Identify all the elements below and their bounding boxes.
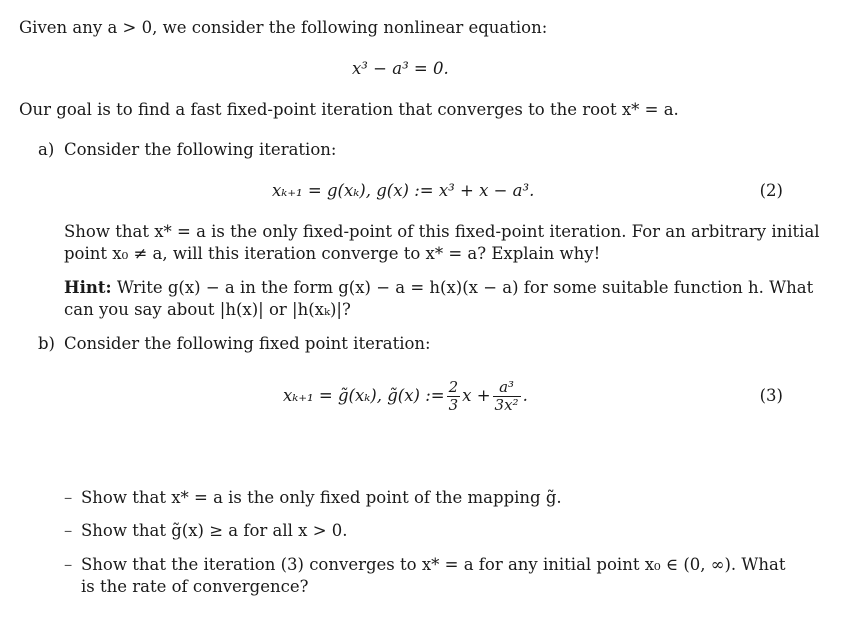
part-b-equation-left: xₖ₊₁ = g̃(xₖ), g̃(x) := — [283, 386, 445, 405]
equation-number-2: (2) — [759, 181, 783, 200]
hint-text: Write g(x) − a in the form g(x) − a = h(x)(x − a) for some suitable function h. What — [111, 278, 814, 297]
part-b-label: b) — [38, 334, 55, 353]
part-a-hint-line2: can you say about |h(x)| or |h(xₖ)|? — [64, 300, 351, 319]
part-b-equation-mid: x + — [462, 386, 491, 405]
part-a-label: a) — [38, 140, 55, 159]
hint-label: Hint: — [64, 278, 112, 297]
fraction-numerator: a³ — [493, 379, 521, 397]
fraction-denominator: 3 — [448, 396, 459, 414]
part-a-equation: xₖ₊₁ = g(xₖ), g(x) := x³ + x − a³. — [272, 181, 535, 200]
bullet-marker: – — [64, 488, 73, 507]
part-a-text-line2: point x₀ ≠ a, will this iteration converge to x* = a? Explain why! — [64, 244, 601, 263]
fraction-two-thirds — [447, 379, 461, 414]
bullet-marker: – — [64, 521, 73, 540]
part-a-text-line1: Show that x* = a is the only fixed-point of this fixed-point iteration. For an arbitrary initial — [64, 222, 820, 241]
part-b-intro: Consider the following fixed point iteration: — [64, 334, 431, 353]
fraction-numerator: 2 — [448, 378, 459, 396]
bullet-item: Show that x* = a is the only fixed point of the mapping g̃. — [81, 488, 562, 507]
part-b-equation-end: . — [522, 386, 528, 405]
bullet-item: Show that g̃(x) ≥ a for all x > 0. — [81, 521, 348, 540]
part-a-hint-line1 — [64, 277, 813, 299]
part-b-equation — [283, 374, 528, 418]
equation-number-3: (3) — [759, 386, 783, 405]
part-a-intro: Consider the following iteration: — [64, 140, 337, 159]
bullet-marker: – — [64, 555, 73, 574]
intro-line: Given any a > 0, we consider the following nonlinear equation: — [19, 18, 548, 37]
bullet-item: Show that the iteration (3) converges to x* = a for any initial point x₀ ∈ (0, ∞). What — [81, 555, 786, 574]
goal-line: Our goal is to find a fast fixed-point iteration that converges to the root x* = a. — [19, 100, 679, 119]
fraction-a-cubed — [493, 379, 521, 414]
bullet-item-continuation: is the rate of convergence? — [81, 577, 309, 596]
intro-equation: x³ − a³ = 0. — [352, 59, 449, 78]
fraction-denominator: 3x² — [494, 396, 519, 414]
